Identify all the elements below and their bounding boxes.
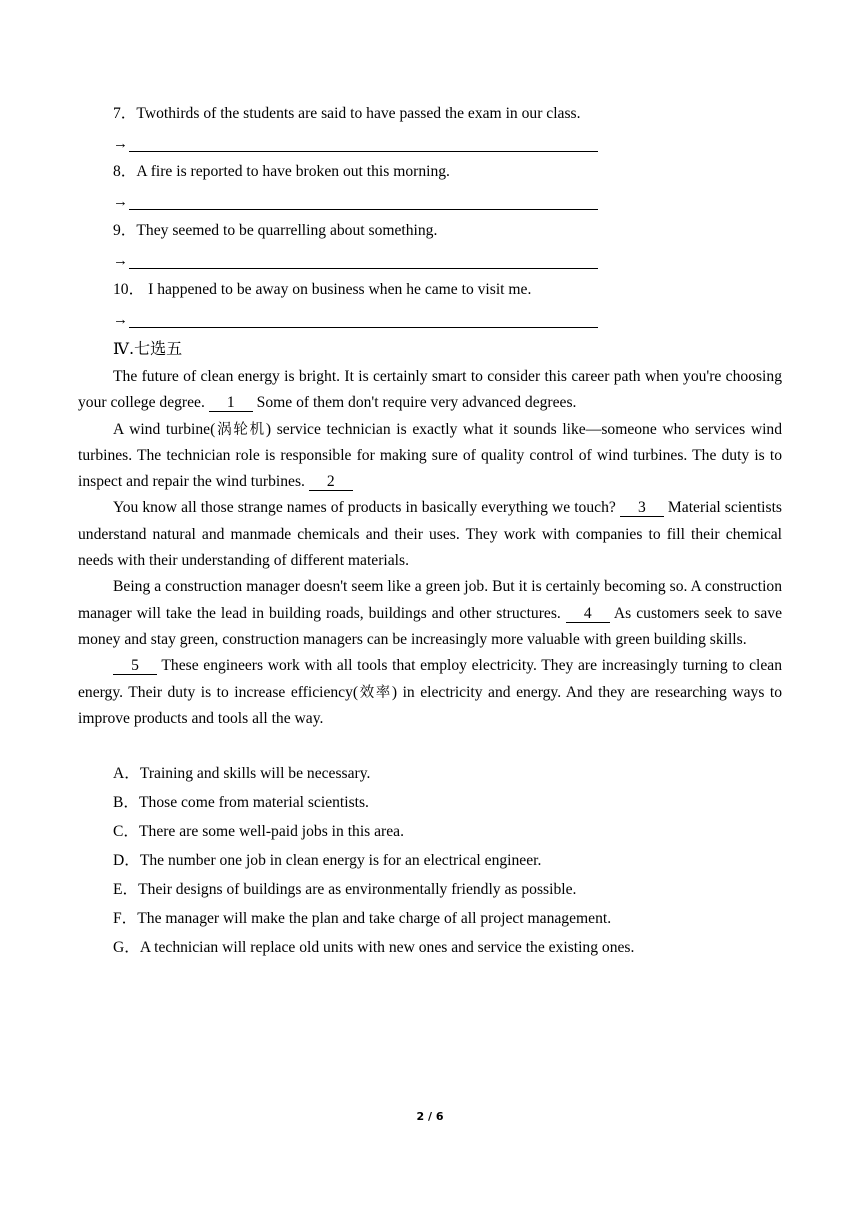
option-letter: B． (113, 794, 139, 811)
blank-5[interactable]: 5 (113, 657, 157, 675)
option-letter: D． (113, 852, 140, 869)
exercise-number: 9． (113, 222, 137, 239)
exercise-sentence: Twothirds of the students are said to have passed the exam in our class. (136, 105, 581, 122)
exercise-sentence: I happened to be away on business when he came to visit me. (144, 281, 532, 298)
option-d (113, 846, 634, 875)
reading-passage (78, 364, 782, 732)
option-letter: F． (113, 910, 138, 927)
option-text: There are some well-paid jobs in this area. (139, 823, 404, 840)
arrow-icon: → (113, 136, 128, 152)
option-text: Their designs of buildings are as environmentally friendly as possible. (138, 881, 577, 898)
answer-rule (129, 209, 598, 210)
exercise-8 (113, 162, 450, 182)
option-e (113, 875, 634, 904)
exercise-number: 8． (113, 163, 137, 180)
option-text: The number one job in clean energy is for an electrical engineer. (139, 852, 542, 869)
exercise-7 (113, 104, 581, 124)
arrow-icon: → (113, 312, 128, 328)
exercise-sentence: A fire is reported to have broken out this morning. (136, 163, 450, 180)
passage-paragraph-4: Being a construction manager doesn't seem like a green job. But it is certainly becoming so. A construction manager will take the lead in building roads, buildings and other structures. 4 As customers seek to save money and stay green, construction managers can be increasingly more valuable with green building skills. (78, 578, 782, 648)
arrow-icon: → (113, 253, 128, 269)
option-text: Those come from material scientists. (139, 794, 369, 811)
answer-rule (129, 327, 598, 328)
option-g (113, 933, 634, 962)
answer-rule (129, 151, 598, 152)
answer-line-9[interactable] (113, 251, 598, 271)
arrow-icon: → (113, 194, 128, 210)
exercise-9 (113, 221, 437, 241)
option-b (113, 788, 634, 817)
exercise-10 (113, 280, 531, 300)
page-number: 2 / 6 (416, 1110, 444, 1123)
answer-line-7[interactable] (113, 134, 598, 154)
blank-3[interactable]: 3 (620, 499, 664, 517)
option-letter: G． (113, 939, 140, 956)
option-text: Training and skills will be necessary. (139, 765, 371, 782)
blank-4[interactable]: 4 (566, 605, 610, 623)
answer-rule (129, 268, 598, 269)
option-letter: C． (113, 823, 139, 840)
option-text: A technician will replace old units with new ones and service the existing ones. (139, 939, 635, 956)
passage-paragraph-2: A wind turbine(涡轮机) service technician is exactly what it sounds like—someone who services wind turbines. The technician role is responsible for making sure of quality control of wind turbines. The duty is to inspect and repair the wind turbines. 2 (78, 420, 783, 491)
blank-2[interactable]: 2 (309, 473, 353, 491)
exercise-number: 10． (113, 281, 145, 298)
answer-options (113, 759, 634, 962)
option-f (113, 904, 634, 933)
option-letter: A． (113, 765, 140, 782)
exercise-sentence: They seemed to be quarrelling about something. (136, 222, 438, 239)
option-text: The manager will make the plan and take charge of all project management. (137, 910, 612, 927)
answer-line-8[interactable] (113, 192, 598, 212)
blank-1[interactable]: 1 (209, 394, 253, 412)
option-c (113, 817, 634, 846)
passage-paragraph-5: 5 These engineers work with all tools that employ electricity. They are increasingly turning to clean energy. Their duty is to increase efficiency(效率) in electricity and energy. And they are researching ways to improve products and tools all the way. (78, 657, 783, 727)
passage-paragraph-3: You know all those strange names of products in basically everything we touch? 3 Material scientists understand natural and manmade chemicals and their uses. They work with companies to fill their chemical needs with their understanding of different materials. (78, 499, 782, 570)
option-a (113, 759, 634, 788)
answer-line-10[interactable] (113, 310, 598, 330)
section-title: Ⅳ.七选五 (113, 339, 183, 358)
passage-paragraph-1: The future of clean energy is bright. It is certainly smart to consider this career path when you're choosing your college degree. 1 Some of them don't require very advanced degrees. (78, 368, 782, 412)
exercise-number: 7． (113, 105, 137, 122)
option-letter: E． (113, 881, 139, 898)
